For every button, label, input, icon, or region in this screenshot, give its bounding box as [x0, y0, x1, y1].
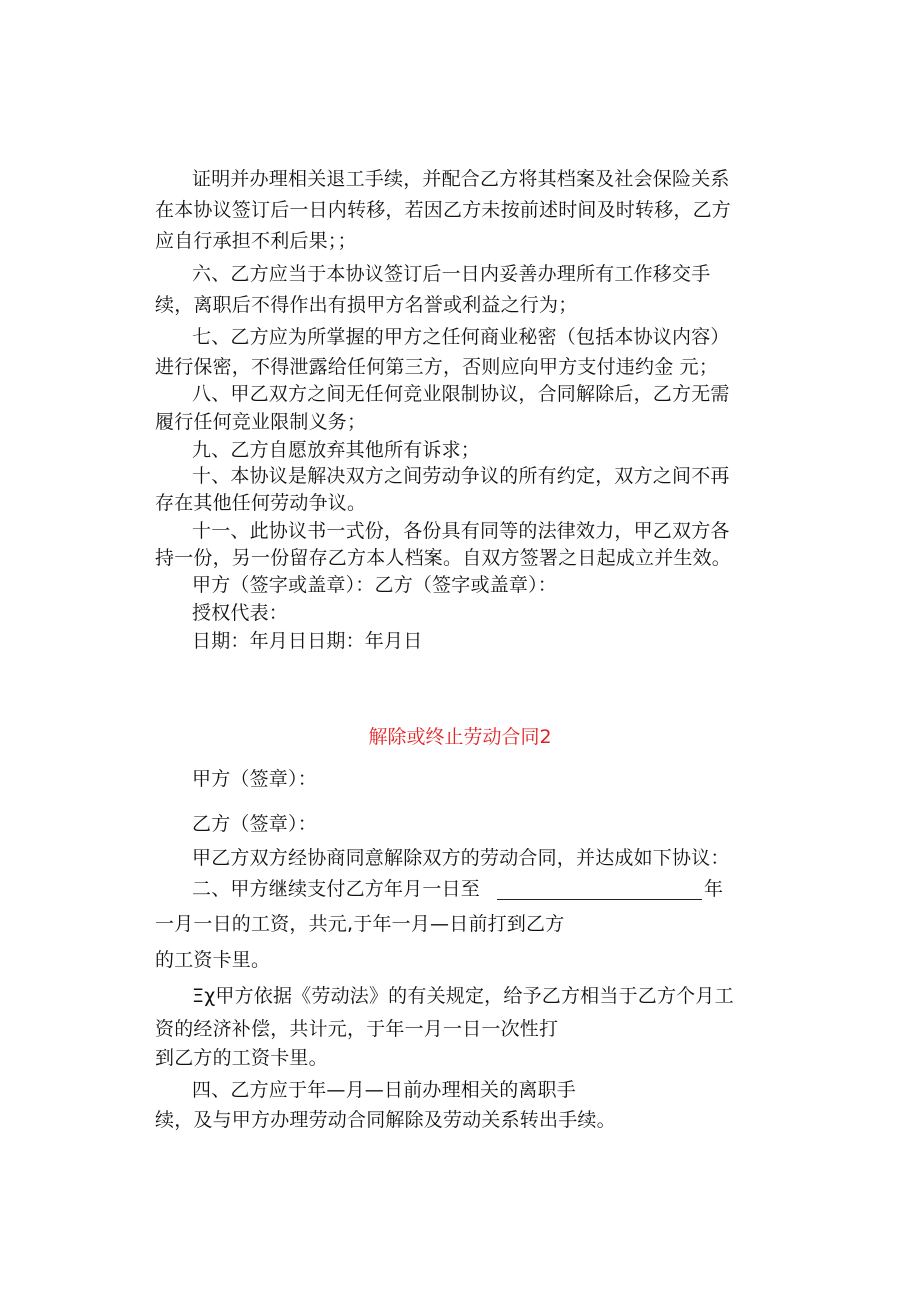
paragraph-line: 的工资卡里。 [155, 949, 271, 971]
paragraph-line: 年 [704, 878, 724, 900]
paragraph-line: 续，及与甲方办理劳动合同解除及劳动关系转出手续。 [155, 1109, 616, 1131]
signature-line: 甲方（签字或盖章）：乙方（签字或盖章）： [192, 574, 558, 596]
party-b-seal-line: 乙方（签章）： [192, 813, 317, 835]
date-line: 日期：年月日日期：年月日 [192, 630, 423, 652]
paragraph-line: 六、乙方应当于本协议签订后一日内妥善办理所有工作移交手 [192, 263, 711, 285]
paragraph-line: 持一份，另一份留存乙方本人档案。自双方签署之日起成立并生效。 [155, 547, 732, 569]
paragraph-line: 应自行承担不利后果；； [155, 230, 357, 252]
paragraph-line: 存在其他任何劳动争议。 [155, 492, 367, 514]
paragraph-line: 证明并办理相关退工手续，并配合乙方将其档案及社会保险关系 [192, 168, 730, 190]
paragraph-line: 甲乙方双方经协商同意解除双方的劳动合同，并达成如下协议： [192, 847, 730, 869]
paragraph-line: 一月一日的工资，共元,于年一月—日前打到乙方 [155, 913, 565, 935]
paragraph-line: 续，离职后不得作出有损甲方名誉或利益之行为； [155, 294, 578, 316]
paragraph-line: 十一、此协议书一式份，各份具有同等的法律效力，甲乙双方各 [192, 520, 730, 542]
paragraph-line: 八、甲乙双方之间无任何竞业限制协议，合同解除后，乙方无需 [192, 383, 730, 405]
party-a-seal-line: 甲方（签章）： [192, 768, 317, 790]
paragraph-line: 到乙方的工资卡里。 [155, 1047, 328, 1069]
paragraph-line: 十、本协议是解决双方之间劳动争议的所有约定，双方之间不再 [192, 465, 730, 487]
representative-line: 授权代表： [192, 602, 289, 624]
paragraph-line: 进行保密，不得泄露给任何第三方，否则应向甲方支付违约金 元； [155, 356, 719, 378]
paragraph-line: 七、乙方应为所掌握的甲方之任何商业秘密（包括本协议内容） [192, 326, 730, 348]
paragraph-line: Ξχ甲方依据《劳动法》的有关规定，给予乙方相当于乙方个月工 [192, 985, 734, 1007]
paragraph-line: 九、乙方自愿放弃其他所有诉求； [192, 439, 481, 461]
paragraph-line: 二、甲方继续支付乙方年月一日至 [192, 878, 481, 900]
blank-fill-line [497, 899, 702, 900]
paragraph-line: 在本协议签订后一日内转移，若因乙方未按前述时间及时转移，乙方 [155, 199, 732, 221]
paragraph-line: 履行任何竞业限制义务； [155, 411, 367, 433]
paragraph-line: 四、乙方应于年—月—日前办理相关的离职手 [192, 1079, 577, 1101]
section-title: 解除或终止劳动合同2 [368, 726, 552, 748]
paragraph-line: 资的经济补偿，共计元，于年一月一日一次性打 [155, 1018, 559, 1040]
